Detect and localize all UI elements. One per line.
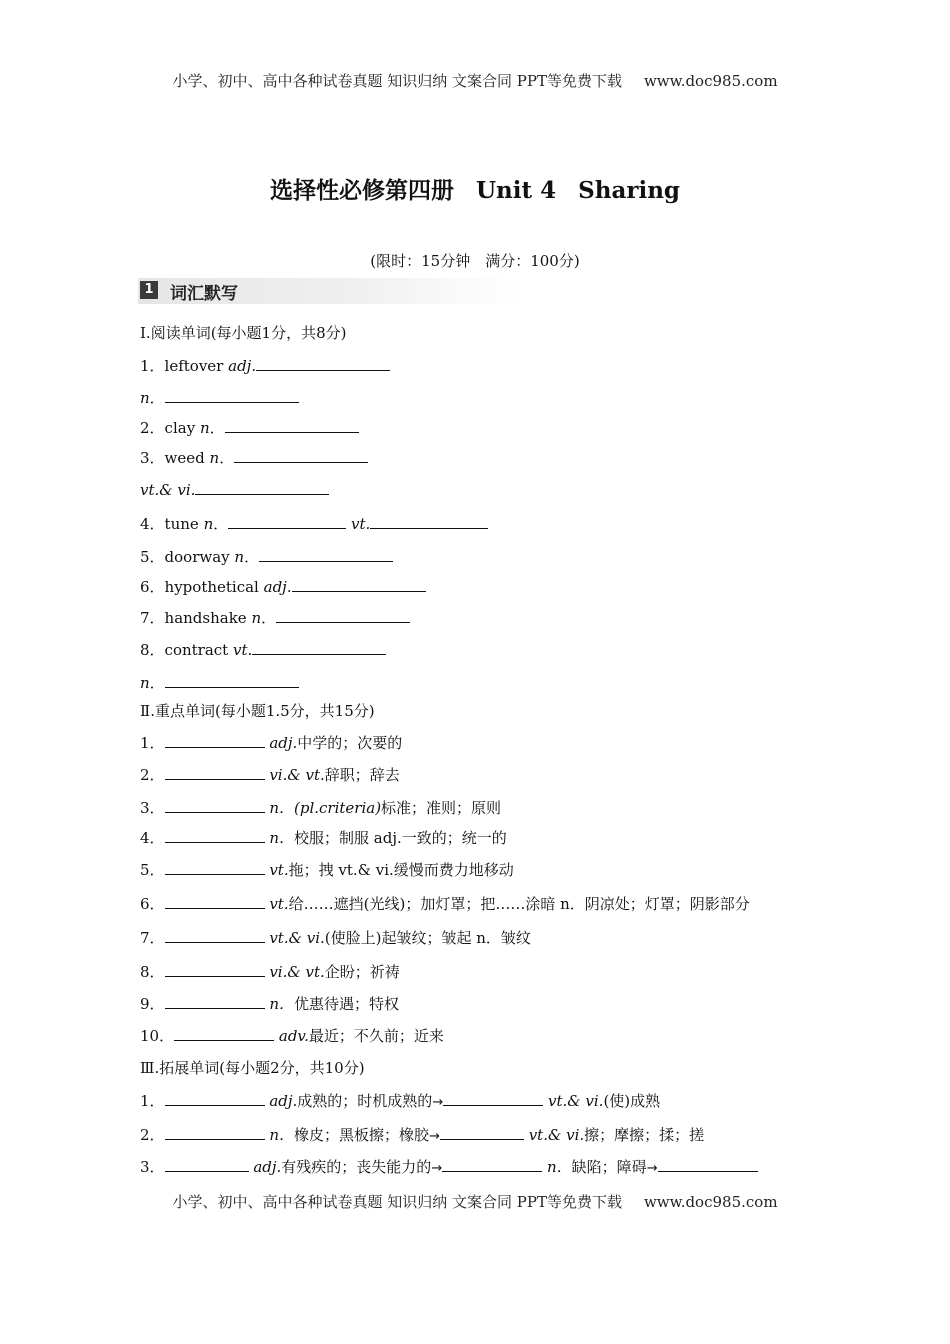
list-item: 6．hypothetical adj.: [140, 576, 426, 597]
list-item: 3． adj.有残疾的；丧失能力的→ n．缺陷；障碍→: [140, 1156, 758, 1179]
answer-blank[interactable]: [165, 672, 299, 688]
title-cn: 选择性必修第四册: [269, 177, 454, 204]
section-label-text: 词汇默写: [170, 284, 238, 304]
answer-blank[interactable]: [442, 1156, 542, 1172]
answer-blank[interactable]: [256, 355, 390, 371]
list-item: 7． vt.& vi.(使脸上)起皱纹；皱起 n．皱纹: [140, 929, 531, 947]
answer-blank[interactable]: [165, 961, 265, 977]
answer-blank[interactable]: [165, 1090, 265, 1106]
answer-blank[interactable]: [165, 827, 265, 843]
answer-blank[interactable]: [225, 417, 359, 433]
answer-blank[interactable]: [165, 797, 265, 813]
list-item: 2． n．橡皮；黑板擦；橡胶→ vt.& vi.擦；摩擦；揉；搓: [140, 1126, 705, 1144]
list-item: 4．tune n． vt.: [140, 513, 488, 534]
answer-blank[interactable]: [658, 1156, 758, 1172]
answer-blank[interactable]: [443, 1090, 543, 1106]
list-item: 1． adj.中学的；次要的: [140, 734, 403, 752]
list-item: 1．leftover adj.: [140, 355, 390, 376]
list-item: 10． adv.最近；不久前；近来: [140, 1027, 444, 1045]
answer-blank[interactable]: [252, 639, 386, 655]
section-label: [138, 278, 520, 304]
answer-blank[interactable]: [165, 993, 265, 1009]
part1-heading: Ⅰ.阅读单词(每小题1分，共8分): [140, 324, 347, 342]
list-item: 3．weed n．: [140, 447, 368, 468]
answer-blank[interactable]: [165, 893, 265, 909]
answer-blank[interactable]: [228, 513, 346, 529]
list-item: 5． vt.拖；拽 vt.& vi.缓慢而费力地移动: [140, 861, 514, 879]
list-item: n．: [140, 387, 299, 408]
answer-blank[interactable]: [234, 447, 368, 463]
answer-blank[interactable]: [259, 546, 393, 562]
list-item: 3． n．(pl.criteria)标准；准则；原则: [140, 799, 502, 817]
answer-blank[interactable]: [165, 927, 265, 943]
list-item: 2． vi.& vt.辞职；辞去: [140, 766, 400, 784]
page-header: [0, 70, 950, 91]
footer-text: 小学、初中、高中各种试卷真题 知识归纳 文案合同 PPT等免费下载: [172, 1193, 622, 1211]
arrow-right-icon: →: [646, 1161, 658, 1176]
list-item: n．: [140, 672, 299, 693]
list-item: 8． vi.& vt.企盼；祈祷: [140, 963, 400, 981]
list-item: 8．contract vt.: [140, 639, 386, 660]
list-item: 6． vt.给……遮挡(光线)；加灯罩；把……涂暗 n．阴凉处；灯罩；阴影部分: [140, 895, 750, 913]
title-unit: Unit 4: [475, 177, 557, 204]
part3-heading: Ⅲ.拓展单词(每小题2分，共10分): [140, 1059, 365, 1077]
answer-blank[interactable]: [195, 479, 329, 495]
answer-blank[interactable]: [165, 1156, 249, 1172]
header-url[interactable]: www.doc985.com: [643, 72, 778, 90]
answer-blank[interactable]: [165, 1124, 265, 1140]
answer-blank[interactable]: [370, 513, 488, 529]
list-item: 5．doorway n．: [140, 546, 393, 567]
title-topic: Sharing: [578, 177, 681, 204]
time-limit-note: (限时：15分钟 满分：100分): [370, 252, 580, 270]
answer-blank[interactable]: [292, 576, 426, 592]
list-item: vt.& vi.: [140, 479, 329, 500]
page-footer: [0, 1191, 950, 1212]
answer-blank[interactable]: [165, 764, 265, 780]
part2-heading: Ⅱ.重点单词(每小题1.5分，共15分): [140, 702, 375, 720]
answer-blank[interactable]: [165, 859, 265, 875]
answer-blank[interactable]: [165, 732, 265, 748]
page-title: [0, 172, 950, 205]
answer-blank[interactable]: [174, 1025, 274, 1041]
section-number-icon: 1: [140, 281, 158, 299]
header-text: 小学、初中、高中各种试卷真题 知识归纳 文案合同 PPT等免费下载: [172, 72, 622, 90]
footer-url[interactable]: www.doc985.com: [643, 1193, 778, 1211]
list-item: 1． adj.成熟的；时机成熟的→ vt.& vi.(使)成熟: [140, 1092, 661, 1110]
answer-blank[interactable]: [440, 1124, 524, 1140]
arrow-right-icon: →: [432, 1095, 444, 1110]
list-item: 9． n．优惠待遇；特权: [140, 995, 400, 1013]
list-item: 2．clay n．: [140, 417, 359, 438]
answer-blank[interactable]: [276, 607, 410, 623]
arrow-right-icon: →: [431, 1161, 443, 1176]
list-item: 4． n．校服；制服 adj.一致的；统一的: [140, 829, 507, 847]
list-item: 7．handshake n．: [140, 607, 410, 628]
answer-blank[interactable]: [165, 387, 299, 403]
arrow-right-icon: →: [429, 1129, 440, 1144]
